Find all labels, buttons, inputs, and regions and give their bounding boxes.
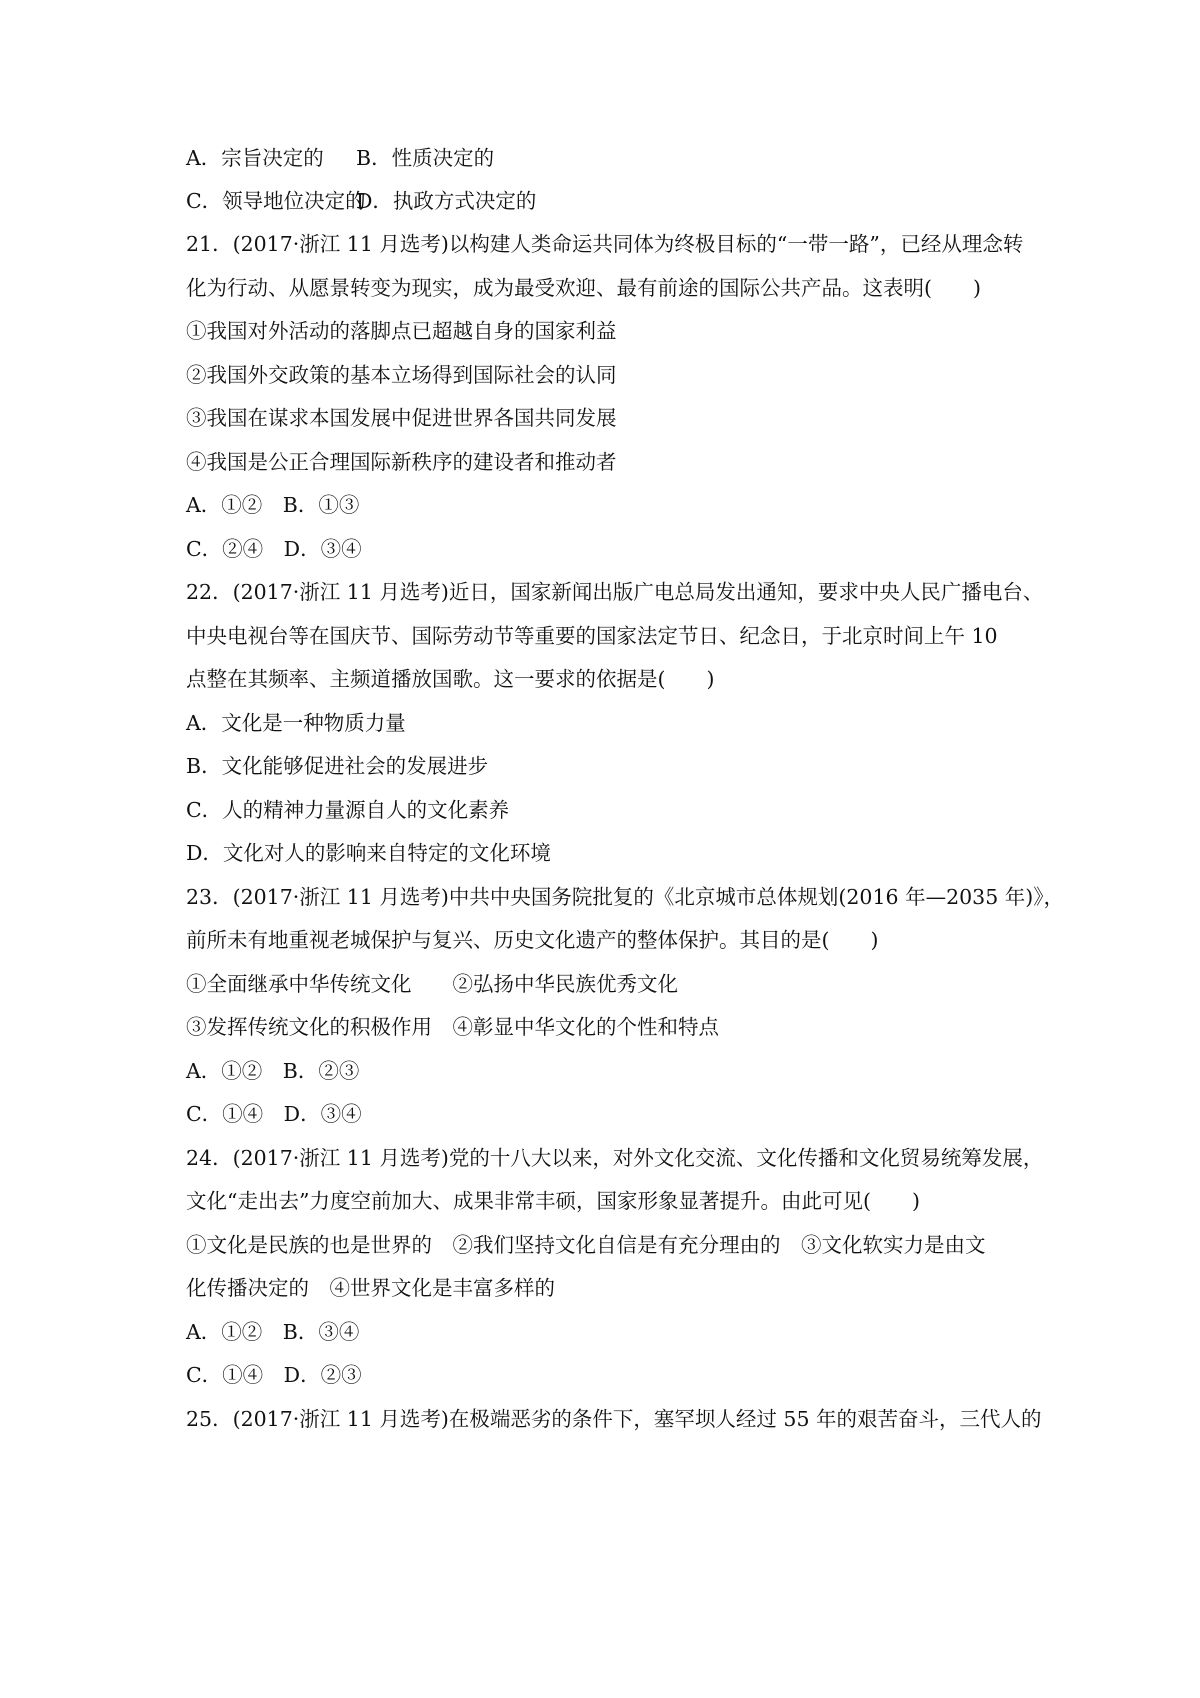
q23-options-ab: A．①② B．②③ (186, 1059, 360, 1083)
q23-stem-line-1: 23．(2017·浙江 11 月选考)中共中央国务院批复的《北京城市总体规划(2016 年—2035 年)》， (186, 885, 1065, 909)
q21-options-cd: C．②④ D．③④ (186, 537, 362, 561)
q21-item-2: ②我国外交政策的基本立场得到国际社会的认同 (186, 363, 617, 387)
q22-option-c: C．人的精神力量源自人的文化素养 (186, 798, 510, 822)
q24-items-line-1: ①文化是民族的也是世界的 ②我们坚持文化自信是有充分理由的 ③文化软实力是由文 (186, 1233, 986, 1257)
q22-stem-line-2: 中央电视台等在国庆节、国际劳动节等重要的国家法定节日、纪念日，于北京时间上午 10 (186, 624, 998, 648)
q24-stem-line-2: 文化“走出去”力度空前加大、成果非常丰硕，国家形象显著提升。由此可见( ) (186, 1189, 920, 1213)
q23-stem-line-2: 前所未有地重视老城保护与复兴、历史文化遗产的整体保护。其目的是( ) (186, 928, 879, 952)
q24-options-ab: A．①② B．③④ (186, 1320, 360, 1344)
q22-stem-line-1: 22．(2017·浙江 11 月选考)近日，国家新闻出版广电总局发出通知，要求中央人民广播电台、 (186, 580, 1044, 604)
q21-options-ab: A．①② B．①③ (186, 493, 360, 517)
q21-stem-line-1: 21．(2017·浙江 11 月选考)以构建人类命运共同体为终极目标的“一带一路”，已经从理念转 (186, 232, 1024, 256)
q20-option-d: D．执政方式决定的 (356, 189, 537, 213)
q23-options-cd: C．①④ D．③④ (186, 1102, 362, 1126)
q20-option-c: C．领导地位决定的 (186, 189, 366, 213)
q22-stem-line-3: 点整在其频率、主频道播放国歌。这一要求的依据是( ) (186, 667, 715, 691)
q21-stem-line-2: 化为行动、从愿景转变为现实，成为最受欢迎、最有前途的国际公共产品。这表明( ) (186, 276, 981, 300)
q20-option-a: A．宗旨决定的 (186, 146, 324, 170)
q20-option-b: B．性质决定的 (356, 146, 495, 170)
q23-items-row-2: ③发挥传统文化的积极作用 ④彰显中华文化的个性和特点 (186, 1015, 719, 1039)
q21-item-4: ④我国是公正合理国际新秩序的建设者和推动者 (186, 450, 617, 474)
q25-stem-line-1: 25．(2017·浙江 11 月选考)在极端恶劣的条件下，塞罕坝人经过 55 年的艰苦奋斗，三代人的 (186, 1407, 1042, 1431)
q24-options-cd: C．①④ D．②③ (186, 1363, 362, 1387)
q22-option-b: B．文化能够促进社会的发展进步 (186, 754, 489, 778)
q24-stem-line-1: 24．(2017·浙江 11 月选考)党的十八大以来，对外文化交流、文化传播和文化贸易统筹发展， (186, 1146, 1044, 1170)
q21-item-1: ①我国对外活动的落脚点已超越自身的国家利益 (186, 319, 617, 343)
q22-option-a: A．文化是一种物质力量 (186, 711, 406, 735)
q22-option-d: D．文化对人的影响来自特定的文化环境 (186, 841, 551, 865)
q23-items-row-1: ①全面继承中华传统文化 ②弘扬中华民族优秀文化 (186, 972, 678, 996)
q24-items-line-2: 化传播决定的 ④世界文化是丰富多样的 (186, 1276, 555, 1300)
q21-item-3: ③我国在谋求本国发展中促进世界各国共同发展 (186, 406, 617, 430)
